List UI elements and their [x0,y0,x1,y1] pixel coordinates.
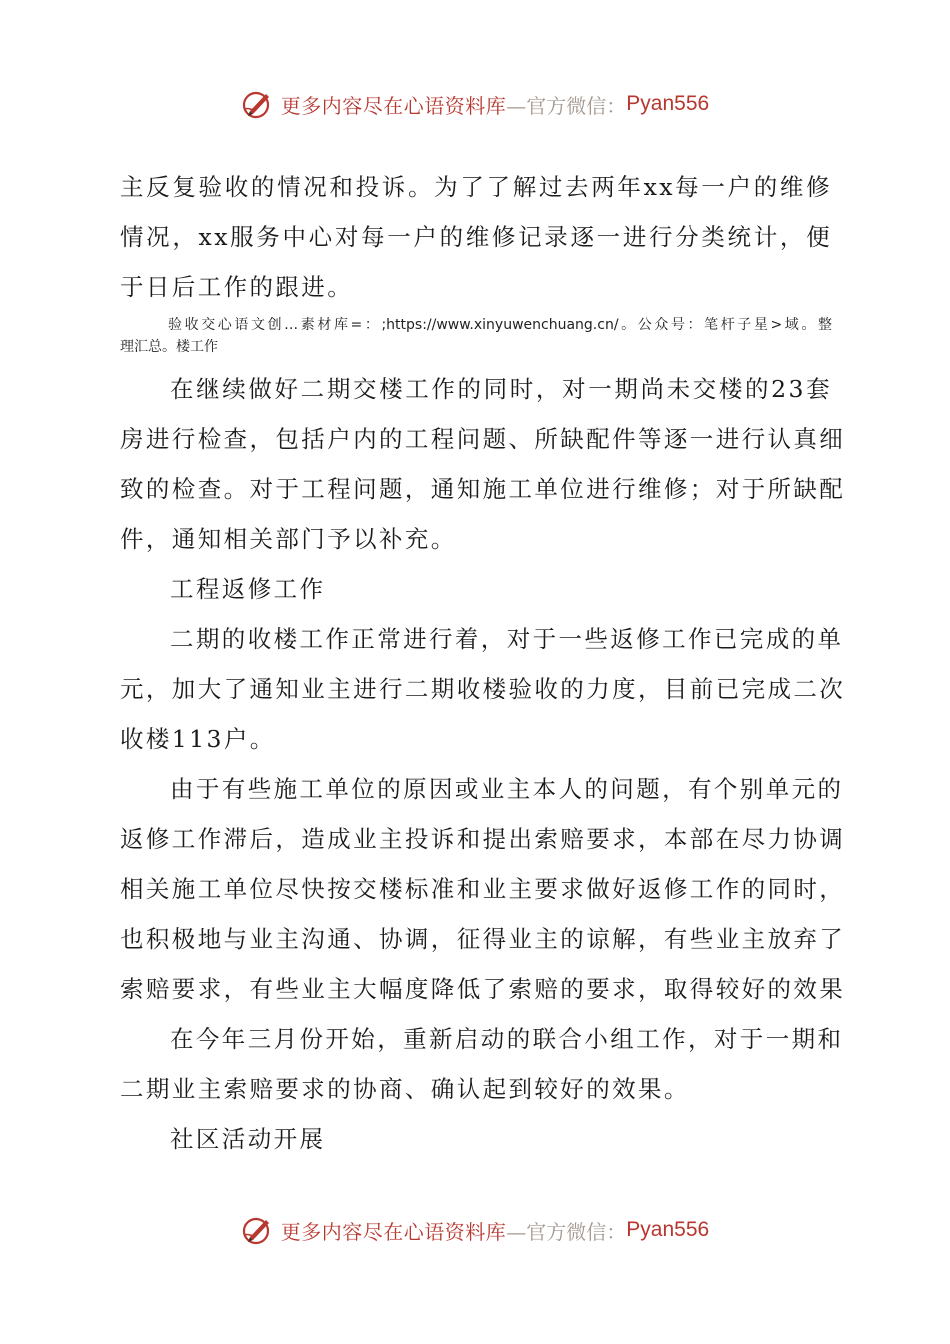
section-heading-repair: 工程返修工作 [170,575,326,603]
paragraph-5 [120,1014,844,1114]
section-heading-community: 社区活动开展 [170,1125,326,1153]
banner-wechat-id: Pyan556 [626,92,710,115]
text-line: 在继续做好二期交楼工作的同时，对一期尚未交楼的23套 [170,375,832,403]
watermark-note-line-2: 理汇总。楼工作 [120,339,218,355]
paragraph-2 [120,364,846,564]
text-line: 返修工作滞后，造成业主投诉和提出索赔要求，本部在尽力协调 [120,825,846,853]
text-line: 致的检查。对于工程问题，通知施工单位进行维修；对于所缺配 [120,475,846,503]
text-line: 由于有些施工单位的原因或业主本人的问题，有个别单元的 [170,775,844,803]
banner-main-text: 更多内容尽在心语资料库 [280,1219,507,1244]
header-banner [0,84,950,124]
text-line: 元，加大了通知业主进行二期收楼验收的力度，目前已完成二次 [120,675,846,703]
text-line: 相关施工单位尽快按交楼标准和业主要求做好返修工作的同时， [120,875,846,903]
text-line: 也积极地与业主沟通、协调，征得业主的谅解，有些业主放弃了 [120,925,846,953]
document-body [120,162,846,1164]
banner-wechat-id: Pyan556 [626,1218,710,1241]
paragraph-1 [120,162,832,312]
footer-banner [0,1210,950,1250]
banner-sub-text: —官方微信： [506,1219,627,1244]
text-line: 收楼113户。 [120,725,276,753]
text-line: 二期业主索赔要求的协商、确认起到较好的效果。 [120,1075,690,1103]
pen-logo-icon [241,87,275,121]
watermark-note [120,314,832,358]
text-line: 件，通知相关部门予以补充。 [120,525,457,553]
text-line: 房进行检查，包括户内的工程问题、所缺配件等逐一进行认真细 [120,425,846,453]
pen-logo-icon [241,1213,275,1247]
text-line: 在今年三月份开始，重新启动的联合小组工作，对于一期和 [170,1025,844,1053]
watermark-note-line-1: 验收交心语文创…素材库=：;https://www.xinyuwenchuang.cn/。公众号：笔杆子星>域。整 [168,317,832,333]
banner-main-text: 更多内容尽在心语资料库 [280,93,507,118]
paragraph-4 [120,764,846,1014]
text-line: 主反复验收的情况和投诉。为了了解过去两年xx每一户的维修 [120,173,832,201]
text-line: 于日后工作的跟进。 [120,273,354,301]
text-line: 情况，xx服务中心对每一户的维修记录逐一进行分类统计，便 [120,223,832,251]
paragraph-3 [120,614,846,764]
text-line: 索赔要求，有些业主大幅度降低了索赔的要求，取得较好的效果 [120,975,846,1003]
banner-sub-text: —官方微信： [506,93,627,118]
text-line: 二期的收楼工作正常进行着，对于一些返修工作已完成的单 [170,625,844,653]
